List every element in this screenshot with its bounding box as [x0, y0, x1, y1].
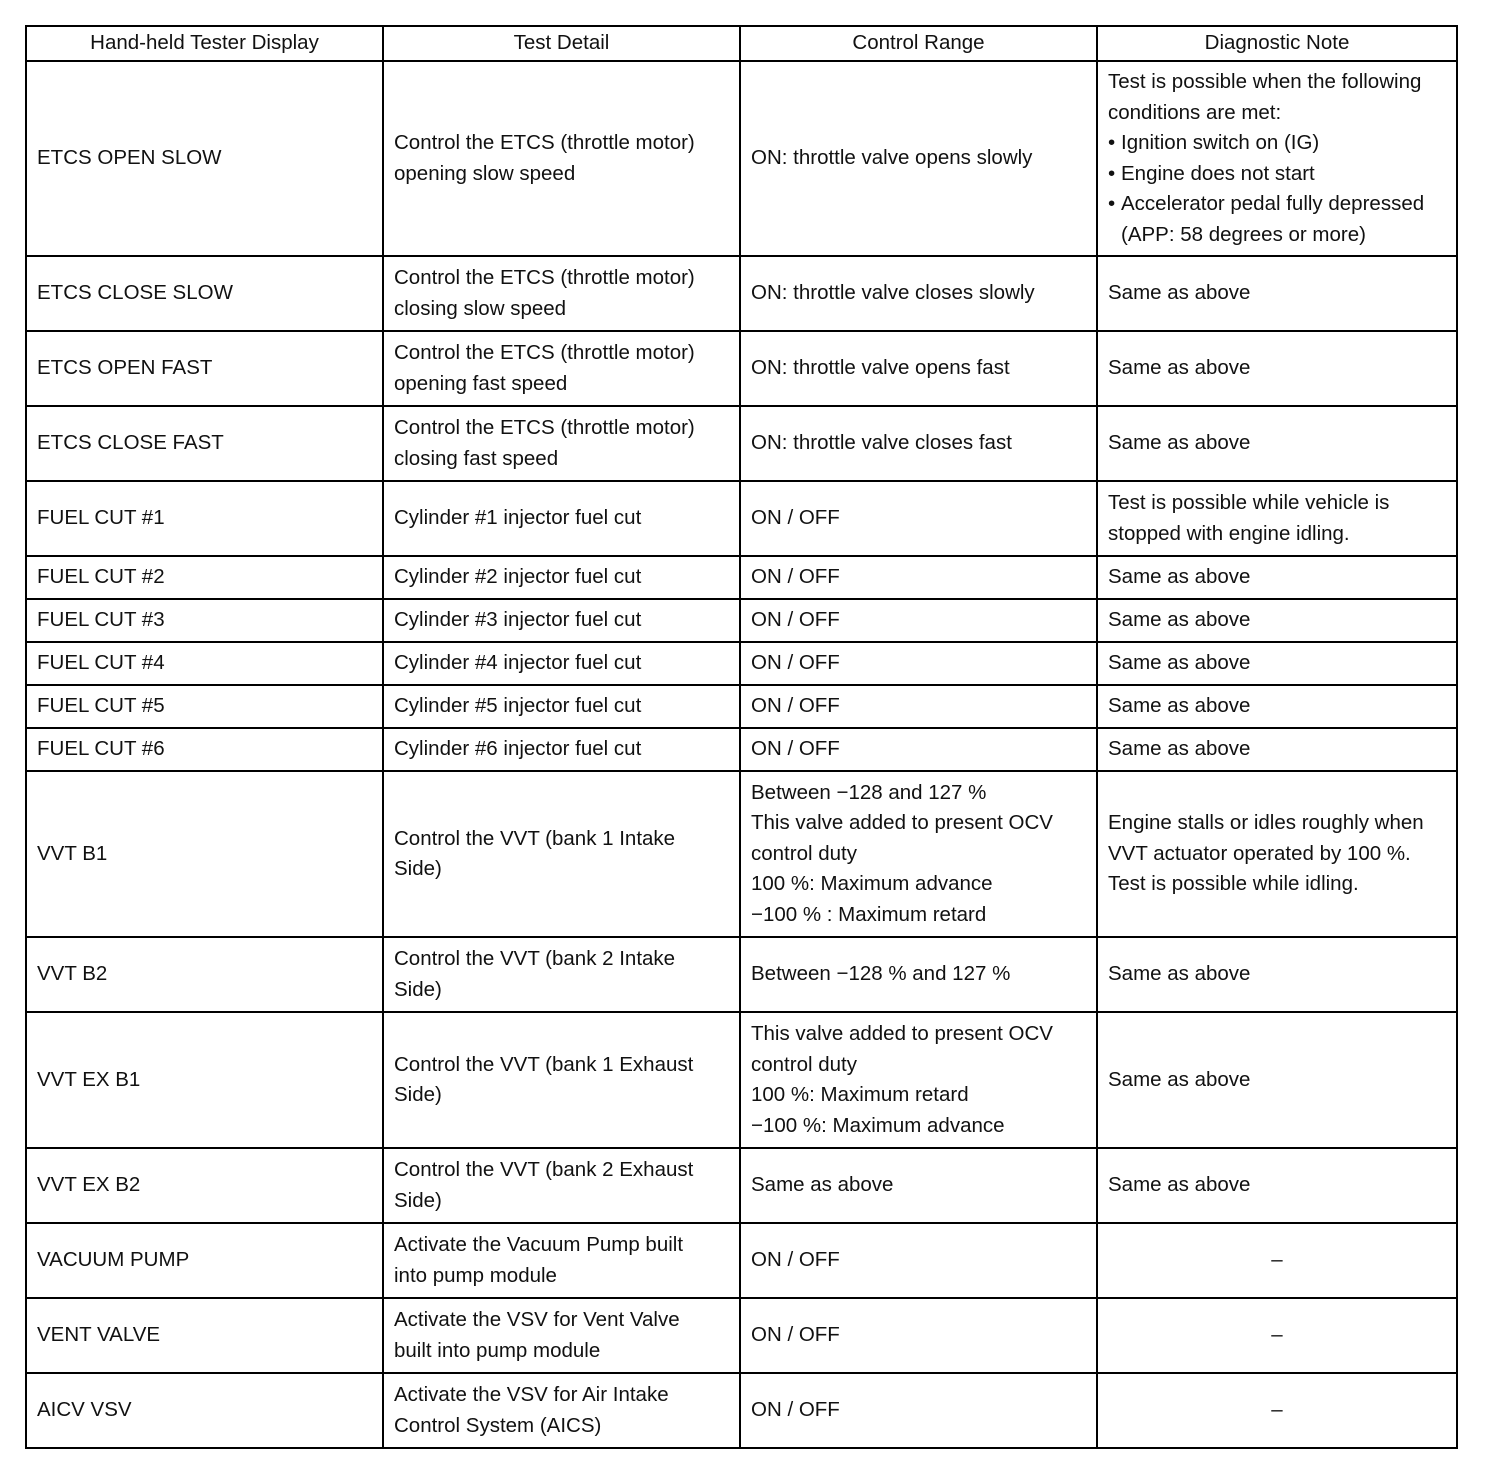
condition-text: Engine does not start	[1121, 161, 1315, 185]
test-detail-line: Side)	[394, 857, 442, 880]
cell-diagnostic-note: Same as above	[1097, 685, 1457, 728]
control-range-line: ON / OFF	[751, 694, 840, 718]
cell-control-range	[740, 556, 1097, 599]
header-row	[26, 26, 1457, 61]
control-range-line: ON / OFF	[751, 608, 840, 632]
test-detail-line: Control the VVT (bank 2 Exhaust	[394, 1158, 694, 1181]
control-range-line: Between −128 and 127 %	[751, 780, 987, 804]
cell-tester-display: FUEL CUT #3	[26, 599, 383, 642]
table-row	[26, 642, 1457, 685]
bullet-icon: •	[1108, 192, 1116, 215]
cell-control-range	[740, 771, 1097, 937]
cell-test-detail	[383, 771, 740, 937]
table-row	[26, 937, 1457, 1012]
cell-test-detail	[383, 1223, 740, 1298]
cell-control-range	[740, 481, 1097, 556]
cell-diagnostic-note: Same as above	[1097, 599, 1457, 642]
test-detail-line: Control the VVT (bank 1 Exhaust	[394, 1052, 694, 1076]
cell-control-range	[740, 61, 1097, 256]
test-detail-line: closing fast speed	[394, 446, 559, 470]
cell-diagnostic-note: Same as above	[1097, 1012, 1457, 1148]
test-detail-line: Control the ETCS (throttle motor)	[394, 131, 695, 154]
cell-tester-display: VVT B1	[26, 771, 383, 937]
test-detail-line: Control the VVT (bank 2 Intake	[394, 947, 676, 970]
table-row	[26, 331, 1457, 406]
table-row	[26, 771, 1457, 937]
cell-test-detail	[383, 685, 740, 728]
control-range-line: Same as above	[751, 1173, 894, 1197]
cell-control-range	[740, 406, 1097, 481]
cell-diagnostic-note: –	[1097, 1223, 1457, 1298]
test-detail-line: built into pump module	[394, 1338, 601, 1362]
table-row	[26, 481, 1457, 556]
cell-diagnostic-note: Same as above	[1097, 1148, 1457, 1223]
cell-diagnostic-note: Same as above	[1097, 406, 1457, 481]
cell-control-range	[740, 937, 1097, 1012]
table-row	[26, 599, 1457, 642]
test-detail-line: Cylinder #4 injector fuel cut	[394, 651, 642, 675]
control-range-line: 100 %: Maximum advance	[751, 872, 993, 896]
cell-control-range	[740, 1373, 1097, 1448]
cell-diagnostic-note	[1097, 61, 1457, 256]
test-detail-line: Side)	[394, 977, 442, 1001]
cell-diagnostic-note: –	[1097, 1298, 1457, 1373]
control-range-line: ON: throttle valve closes slowly	[751, 281, 1035, 305]
column-header-control-range: Control Range	[740, 26, 1097, 61]
cell-diagnostic-note	[1097, 771, 1457, 937]
test-detail-line: Side)	[394, 1083, 442, 1106]
table-row	[26, 556, 1457, 599]
control-range-line: −100 %: Maximum advance	[751, 1113, 1005, 1137]
test-detail-line: Cylinder #6 injector fuel cut	[394, 737, 642, 761]
table-row	[26, 1298, 1457, 1373]
condition-bullet-item	[1108, 159, 1446, 190]
control-range-line: −100 % : Maximum retard	[751, 902, 987, 926]
diagnostic-note-line: Test is possible while vehicle is	[1108, 491, 1390, 514]
cell-control-range	[740, 256, 1097, 331]
cell-test-detail	[383, 1298, 740, 1373]
cell-tester-display: FUEL CUT #2	[26, 556, 383, 599]
test-detail-line: opening slow speed	[394, 161, 576, 185]
cell-control-range	[740, 1148, 1097, 1223]
cell-diagnostic-note: Same as above	[1097, 728, 1457, 771]
cell-diagnostic-note: Same as above	[1097, 556, 1457, 599]
control-range-line: This valve added to present OCV	[751, 1022, 1053, 1045]
cell-tester-display: VVT B2	[26, 937, 383, 1012]
control-range-line: ON / OFF	[751, 737, 840, 761]
test-detail-line: Activate the VSV for Vent Valve	[394, 1308, 680, 1331]
cell-test-detail	[383, 61, 740, 256]
table-header	[26, 26, 1457, 61]
test-detail-line: Activate the VSV for Air Intake	[394, 1383, 669, 1406]
table-row	[26, 685, 1457, 728]
cell-tester-display: VVT EX B2	[26, 1148, 383, 1223]
cell-diagnostic-note: –	[1097, 1373, 1457, 1448]
test-detail-line: Control the ETCS (throttle motor)	[394, 341, 695, 364]
control-range-line: ON: throttle valve closes fast	[751, 431, 1012, 455]
cell-diagnostic-note: Same as above	[1097, 937, 1457, 1012]
table-row	[26, 1223, 1457, 1298]
cell-control-range	[740, 685, 1097, 728]
test-detail-line: Cylinder #5 injector fuel cut	[394, 694, 642, 718]
test-detail-line: Activate the Vacuum Pump built	[394, 1233, 684, 1256]
test-detail-line: opening fast speed	[394, 371, 568, 395]
cell-diagnostic-note: Same as above	[1097, 331, 1457, 406]
cell-control-range	[740, 642, 1097, 685]
control-range-line: ON / OFF	[751, 1398, 840, 1422]
control-range-line: ON / OFF	[751, 1248, 840, 1272]
cell-test-detail	[383, 937, 740, 1012]
cell-test-detail	[383, 406, 740, 481]
cell-tester-display: ETCS OPEN SLOW	[26, 61, 383, 256]
test-detail-line: Control System (AICS)	[394, 1413, 602, 1437]
cell-tester-display: VVT EX B1	[26, 1012, 383, 1148]
test-detail-line: Cylinder #3 injector fuel cut	[394, 608, 642, 632]
test-detail-line: into pump module	[394, 1263, 557, 1287]
condition-text: Ignition switch on (IG)	[1121, 131, 1320, 154]
cell-control-range	[740, 728, 1097, 771]
control-range-line: This valve added to present OCV	[751, 811, 1053, 835]
table-row	[26, 728, 1457, 771]
cell-tester-display: FUEL CUT #5	[26, 685, 383, 728]
active-test-table	[25, 25, 1458, 1449]
cell-control-range	[740, 1223, 1097, 1298]
diagnostic-note-line: VVT actuator operated by 100 %.	[1108, 841, 1411, 865]
control-range-line: ON / OFF	[751, 506, 840, 530]
table-row	[26, 256, 1457, 331]
cell-tester-display: VENT VALVE	[26, 1298, 383, 1373]
table-body	[26, 61, 1457, 1448]
test-detail-line: Cylinder #1 injector fuel cut	[394, 506, 642, 530]
control-range-line: ON: throttle valve opens fast	[751, 356, 1010, 380]
cell-diagnostic-note	[1097, 481, 1457, 556]
cell-test-detail	[383, 1012, 740, 1148]
control-range-line: ON / OFF	[751, 565, 840, 589]
table-row	[26, 1012, 1457, 1148]
diagnostic-note-line: Engine stalls or idles roughly when	[1108, 811, 1424, 835]
table-row	[26, 1148, 1457, 1223]
column-header-test-detail: Test Detail	[383, 26, 740, 61]
cell-tester-display: FUEL CUT #1	[26, 481, 383, 556]
cell-test-detail	[383, 642, 740, 685]
cell-diagnostic-note: Same as above	[1097, 642, 1457, 685]
test-detail-line: Control the VVT (bank 1 Intake	[394, 826, 676, 850]
test-detail-line: Control the ETCS (throttle motor)	[394, 416, 695, 439]
control-range-line: Between −128 % and 127 %	[751, 962, 1011, 986]
cell-test-detail	[383, 1373, 740, 1448]
table-container	[25, 25, 1458, 1449]
cell-control-range	[740, 599, 1097, 642]
condition-bullet-item	[1108, 189, 1446, 250]
cell-tester-display: ETCS OPEN FAST	[26, 331, 383, 406]
cell-test-detail	[383, 599, 740, 642]
column-header-tester-display: Hand-held Tester Display	[26, 26, 383, 61]
control-range-line: ON: throttle valve opens slowly	[751, 146, 1033, 170]
cell-diagnostic-note: Same as above	[1097, 256, 1457, 331]
cell-test-detail	[383, 556, 740, 599]
diagnostic-note-line: stopped with engine idling.	[1108, 521, 1350, 545]
diagnostic-note-line: Test is possible when the following	[1108, 70, 1422, 93]
cell-test-detail	[383, 331, 740, 406]
cell-test-detail	[383, 728, 740, 771]
cell-tester-display: AICV VSV	[26, 1373, 383, 1448]
column-header-diagnostic-note: Diagnostic Note	[1097, 26, 1457, 61]
cell-tester-display: FUEL CUT #6	[26, 728, 383, 771]
table-row	[26, 61, 1457, 256]
test-detail-line: Control the ETCS (throttle motor)	[394, 266, 695, 289]
diagnostic-note-line: Test is possible while idling.	[1108, 872, 1359, 896]
control-range-line: 100 %: Maximum retard	[751, 1083, 969, 1106]
table-row	[26, 406, 1457, 481]
cell-tester-display: FUEL CUT #4	[26, 642, 383, 685]
cell-test-detail	[383, 481, 740, 556]
condition-text: Accelerator pedal fully depressed (APP: 58 degrees or more)	[1121, 192, 1425, 246]
cell-test-detail	[383, 1148, 740, 1223]
cell-control-range	[740, 331, 1097, 406]
cell-test-detail	[383, 256, 740, 331]
control-range-line: control duty	[751, 841, 857, 865]
control-range-line: control duty	[751, 1052, 857, 1076]
cell-control-range	[740, 1298, 1097, 1373]
test-detail-line: closing slow speed	[394, 296, 567, 320]
table-row	[26, 1373, 1457, 1448]
bullet-icon: •	[1108, 131, 1116, 154]
cell-tester-display: ETCS CLOSE FAST	[26, 406, 383, 481]
cell-tester-display: VACUUM PUMP	[26, 1223, 383, 1298]
test-detail-line: Side)	[394, 1188, 442, 1212]
control-range-line: ON / OFF	[751, 1323, 840, 1347]
condition-bullet-item	[1108, 128, 1446, 159]
diagnostic-note-line: conditions are met:	[1108, 100, 1282, 124]
cell-control-range	[740, 1012, 1097, 1148]
cell-tester-display: ETCS CLOSE SLOW	[26, 256, 383, 331]
test-detail-line: Cylinder #2 injector fuel cut	[394, 565, 642, 589]
bullet-icon: •	[1108, 161, 1116, 185]
control-range-line: ON / OFF	[751, 651, 840, 675]
